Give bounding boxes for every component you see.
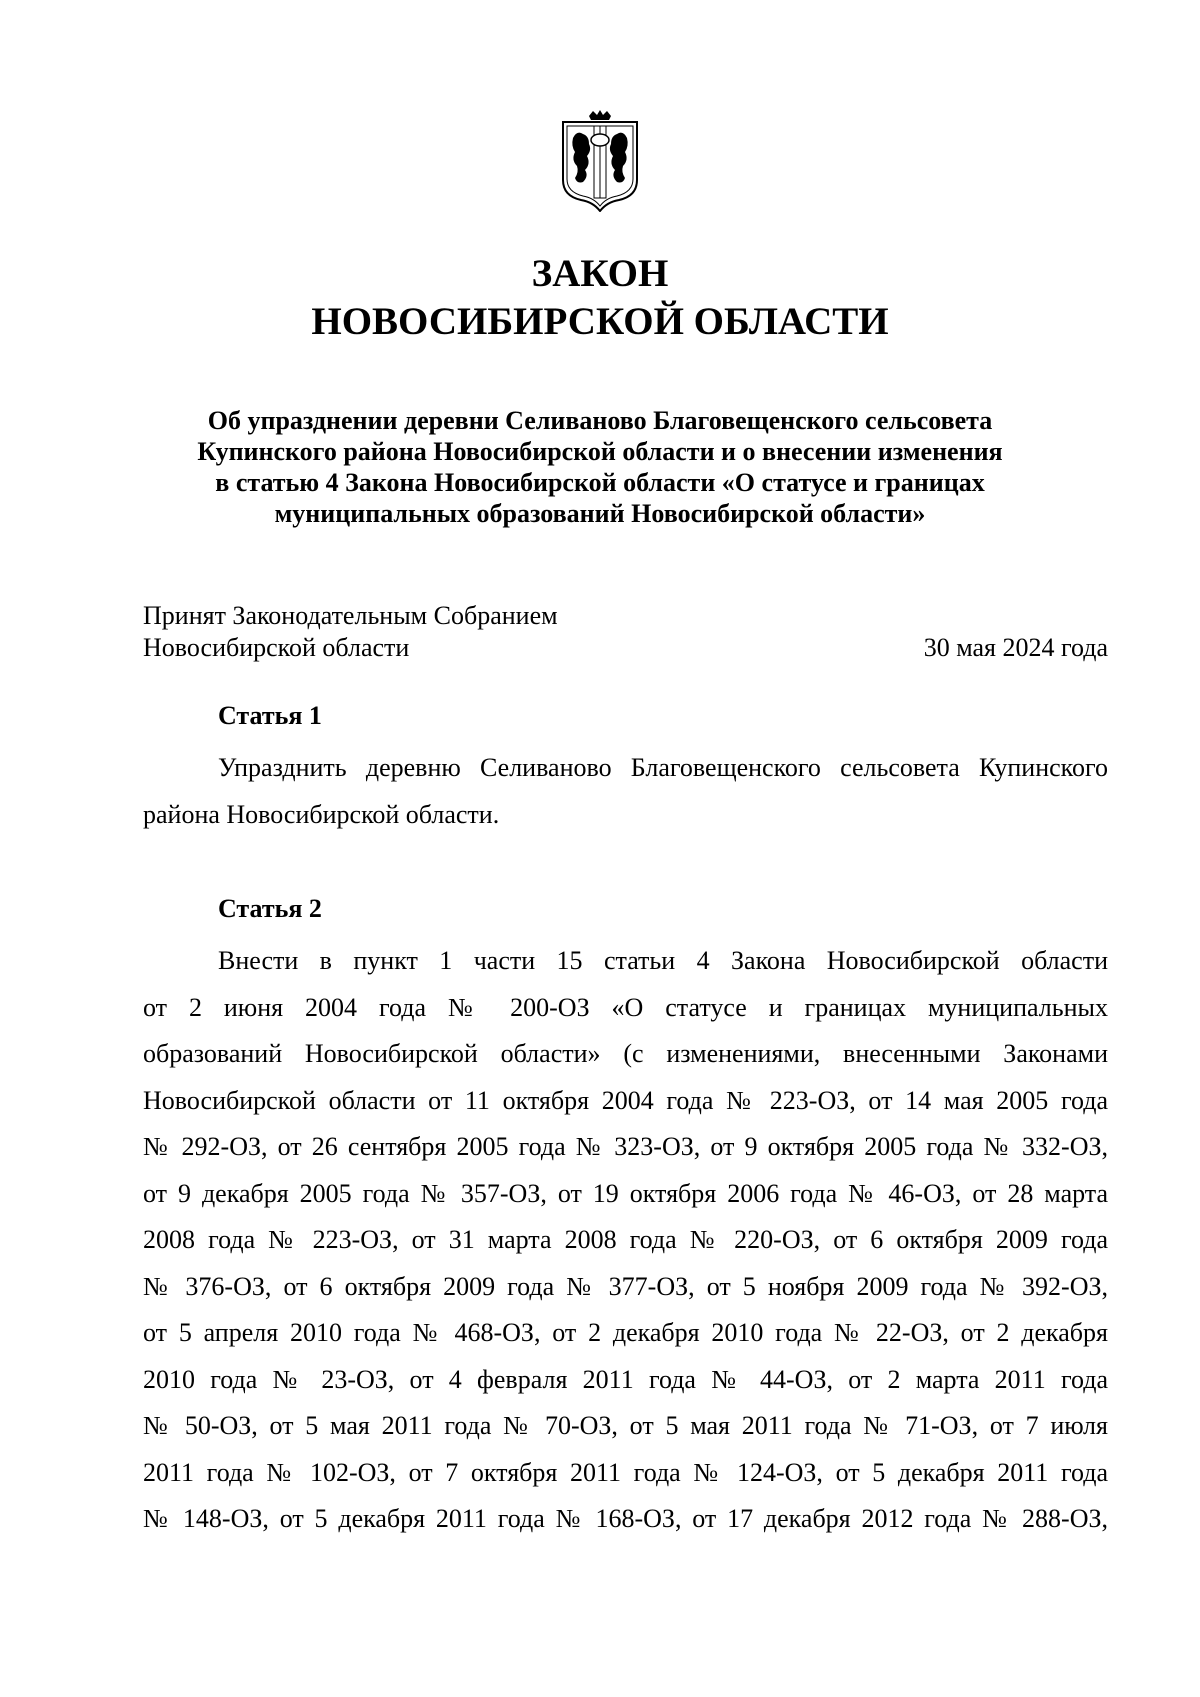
article-1-body [143, 745, 1108, 838]
text-line: образований Новосибирской области» (с изменениями, внесенными Законами [143, 1039, 1108, 1068]
adoption-line-2: Новосибирской области [143, 633, 410, 662]
subject-line: Об упразднении деревни Селиваново Благовещенского сельсовета [207, 406, 993, 435]
adoption-line-1: Принят Законодательным Собранием [143, 601, 558, 630]
text-line: № 148-ОЗ, от 5 декабря 2011 года № 168-ОЗ, от 17 декабря 2012 года № 288-ОЗ, [143, 1504, 1108, 1533]
subject-line: муниципальных образований Новосибирской области» [274, 499, 926, 528]
subject-line: Купинского района Новосибирской области и о внесении изменения [197, 437, 1003, 466]
text-line: 2010 года № 23-ОЗ, от 4 февраля 2011 года № 44-ОЗ, от 2 марта 2011 года [143, 1364, 1108, 1394]
text-line: от 5 апреля 2010 года № 468-ОЗ, от 2 декабря 2010 года № 22-ОЗ, от 2 декабря [143, 1318, 1108, 1347]
text-line: Упразднить деревню Селиваново Благовещенского сельсовета Купинского [218, 753, 1108, 782]
text-line: 2008 года № 223-ОЗ, от 31 марта 2008 года № 220-ОЗ, от 6 октября 2009 года [143, 1225, 1108, 1254]
text-line: Внести в пункт 1 части 15 статьи 4 Закона Новосибирской области [218, 946, 1108, 975]
text-line: № 376-ОЗ, от 6 октября 2009 года № 377-ОЗ, от 5 ноября 2009 года № 392-ОЗ, [143, 1271, 1108, 1301]
adoption-date: 30 мая 2024 года [923, 633, 1108, 662]
article-2-body [143, 938, 1108, 1543]
text-line: от 2 июня 2004 года № 200-ОЗ «О статусе и границах муниципальных [143, 992, 1108, 1022]
text-line: района Новосибирской области. [143, 799, 500, 829]
text-line: № 292-ОЗ, от 26 сентября 2005 года № 323-ОЗ, от 9 октября 2005 года № 332-ОЗ, [143, 1132, 1108, 1161]
article-2-heading: Статья 2 [218, 894, 322, 923]
law-title-line-1: ЗАКОН [531, 252, 669, 295]
law-title-line-2: НОВОСИБИРСКОЙ ОБЛАСТИ [311, 300, 889, 343]
text-line: Новосибирской области от 11 октября 2004 года № 223-ОЗ, от 14 мая 2005 года [143, 1085, 1108, 1115]
law-subject [150, 405, 1050, 529]
text-line: от 9 декабря 2005 года № 357-ОЗ, от 19 октября 2006 года № 46-ОЗ, от 28 марта [143, 1178, 1108, 1208]
coat-of-arms-icon [559, 110, 641, 212]
text-line: 2011 года № 102-ОЗ, от 7 октября 2011 года № 124-ОЗ, от 5 декабря 2011 года [143, 1457, 1108, 1487]
adoption-statement [143, 600, 558, 664]
text-line: № 50-ОЗ, от 5 мая 2011 года № 70-ОЗ, от 5 мая 2011 года № 71-ОЗ, от 7 июля [143, 1411, 1108, 1440]
subject-line: в статью 4 Закона Новосибирской области «О статусе и границах [215, 468, 985, 497]
article-1-heading: Статья 1 [218, 701, 322, 730]
